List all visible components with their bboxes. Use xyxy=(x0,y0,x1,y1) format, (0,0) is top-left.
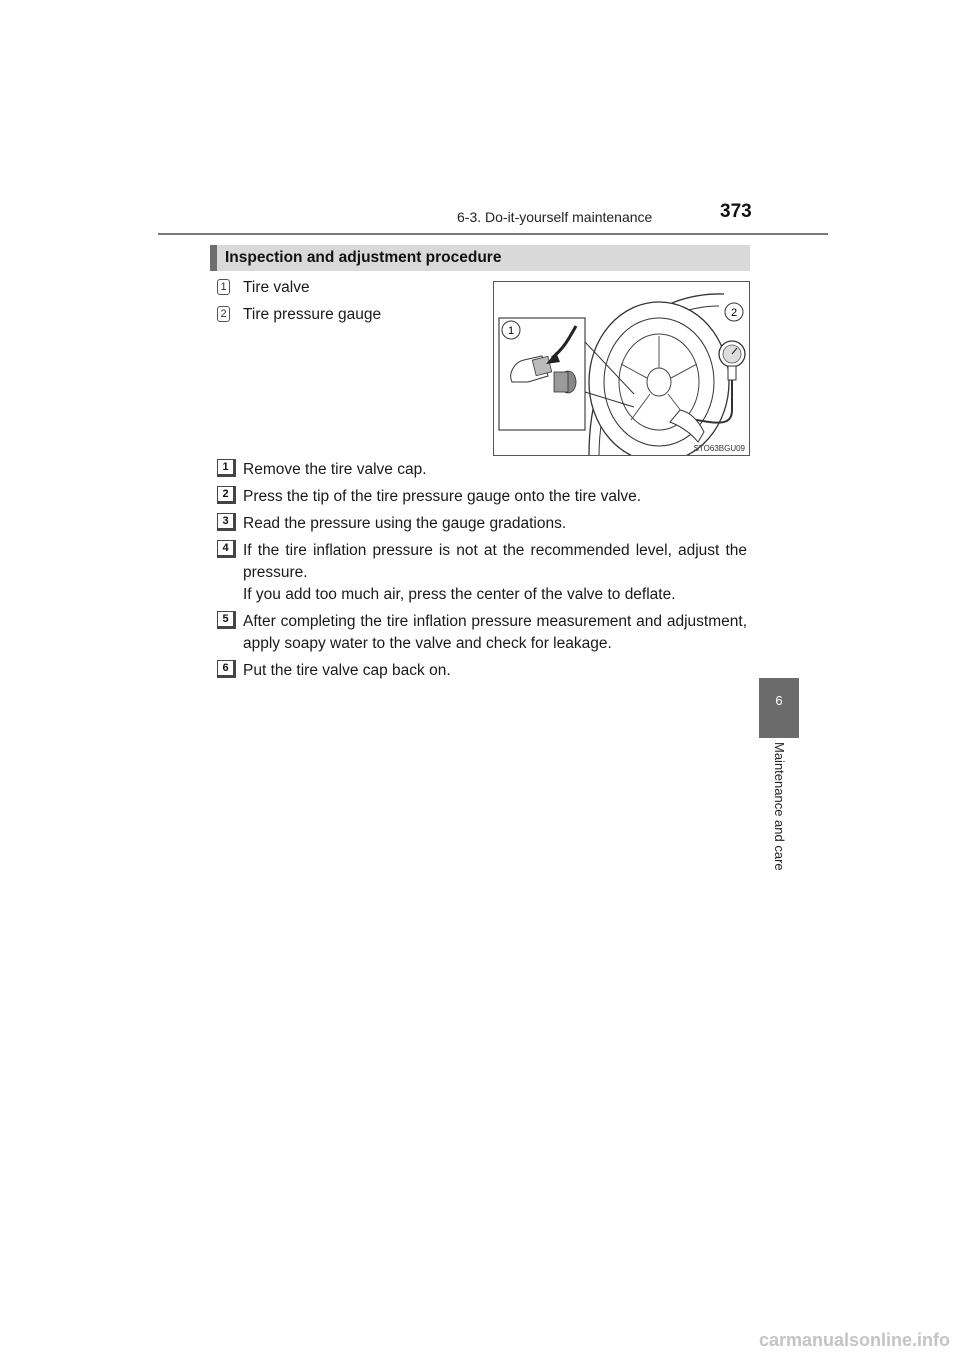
running-header-section: 6-3. Do-it-yourself maintenance xyxy=(457,209,653,225)
callout-label: Tire pressure gauge xyxy=(243,306,382,323)
step-number: 2 xyxy=(217,486,236,504)
section-heading xyxy=(210,245,750,271)
step-1 xyxy=(217,459,747,481)
chapter-side-tab xyxy=(759,678,799,878)
procedure-steps xyxy=(217,459,747,687)
step-text-note: If you add too much air, press the center of the valve to deflate. xyxy=(243,586,676,603)
step-6 xyxy=(217,660,747,682)
watermark: carmanualsonline.info xyxy=(758,1330,950,1350)
section-heading-text: Inspection and adjustment procedure xyxy=(225,249,502,266)
step-text: Put the tire valve cap back on. xyxy=(243,662,451,679)
figure-code: STO63BGU09 xyxy=(693,444,745,453)
callout-label: Tire valve xyxy=(243,279,310,296)
callout-number: 2 xyxy=(217,306,230,322)
header-rule xyxy=(158,233,828,235)
step-text: Press the tip of the tire pressure gauge onto the tire valve. xyxy=(243,488,642,505)
step-3 xyxy=(217,513,747,535)
page-number: 373 xyxy=(720,201,752,222)
tire-pressure-illustration xyxy=(493,281,750,456)
step-number: 4 xyxy=(217,540,236,558)
step-text: After completing the tire inflation pressure measurement and adjustment, apply soapy water to the valve and check for leakage. xyxy=(243,613,747,652)
step-number: 5 xyxy=(217,611,236,629)
chapter-number: 6 xyxy=(759,678,799,738)
step-4 xyxy=(217,540,747,606)
step-text: Remove the tire valve cap. xyxy=(243,461,427,478)
step-number: 1 xyxy=(217,459,236,477)
step-number: 6 xyxy=(217,660,236,678)
illustration-drawing xyxy=(494,282,749,455)
step-2 xyxy=(217,486,747,508)
callout-number: 1 xyxy=(217,279,230,295)
step-5 xyxy=(217,611,747,655)
figure-marker-2: 2 xyxy=(730,307,738,319)
step-number: 3 xyxy=(217,513,236,531)
figure-marker-1: 1 xyxy=(507,325,515,337)
step-text: Read the pressure using the gauge gradations. xyxy=(243,515,567,532)
chapter-label: Maintenance and care xyxy=(772,742,787,871)
step-text: If the tire inflation pressure is not at the recommended level, adjust the pressure. xyxy=(243,542,747,581)
chapter-label-box xyxy=(759,738,799,918)
